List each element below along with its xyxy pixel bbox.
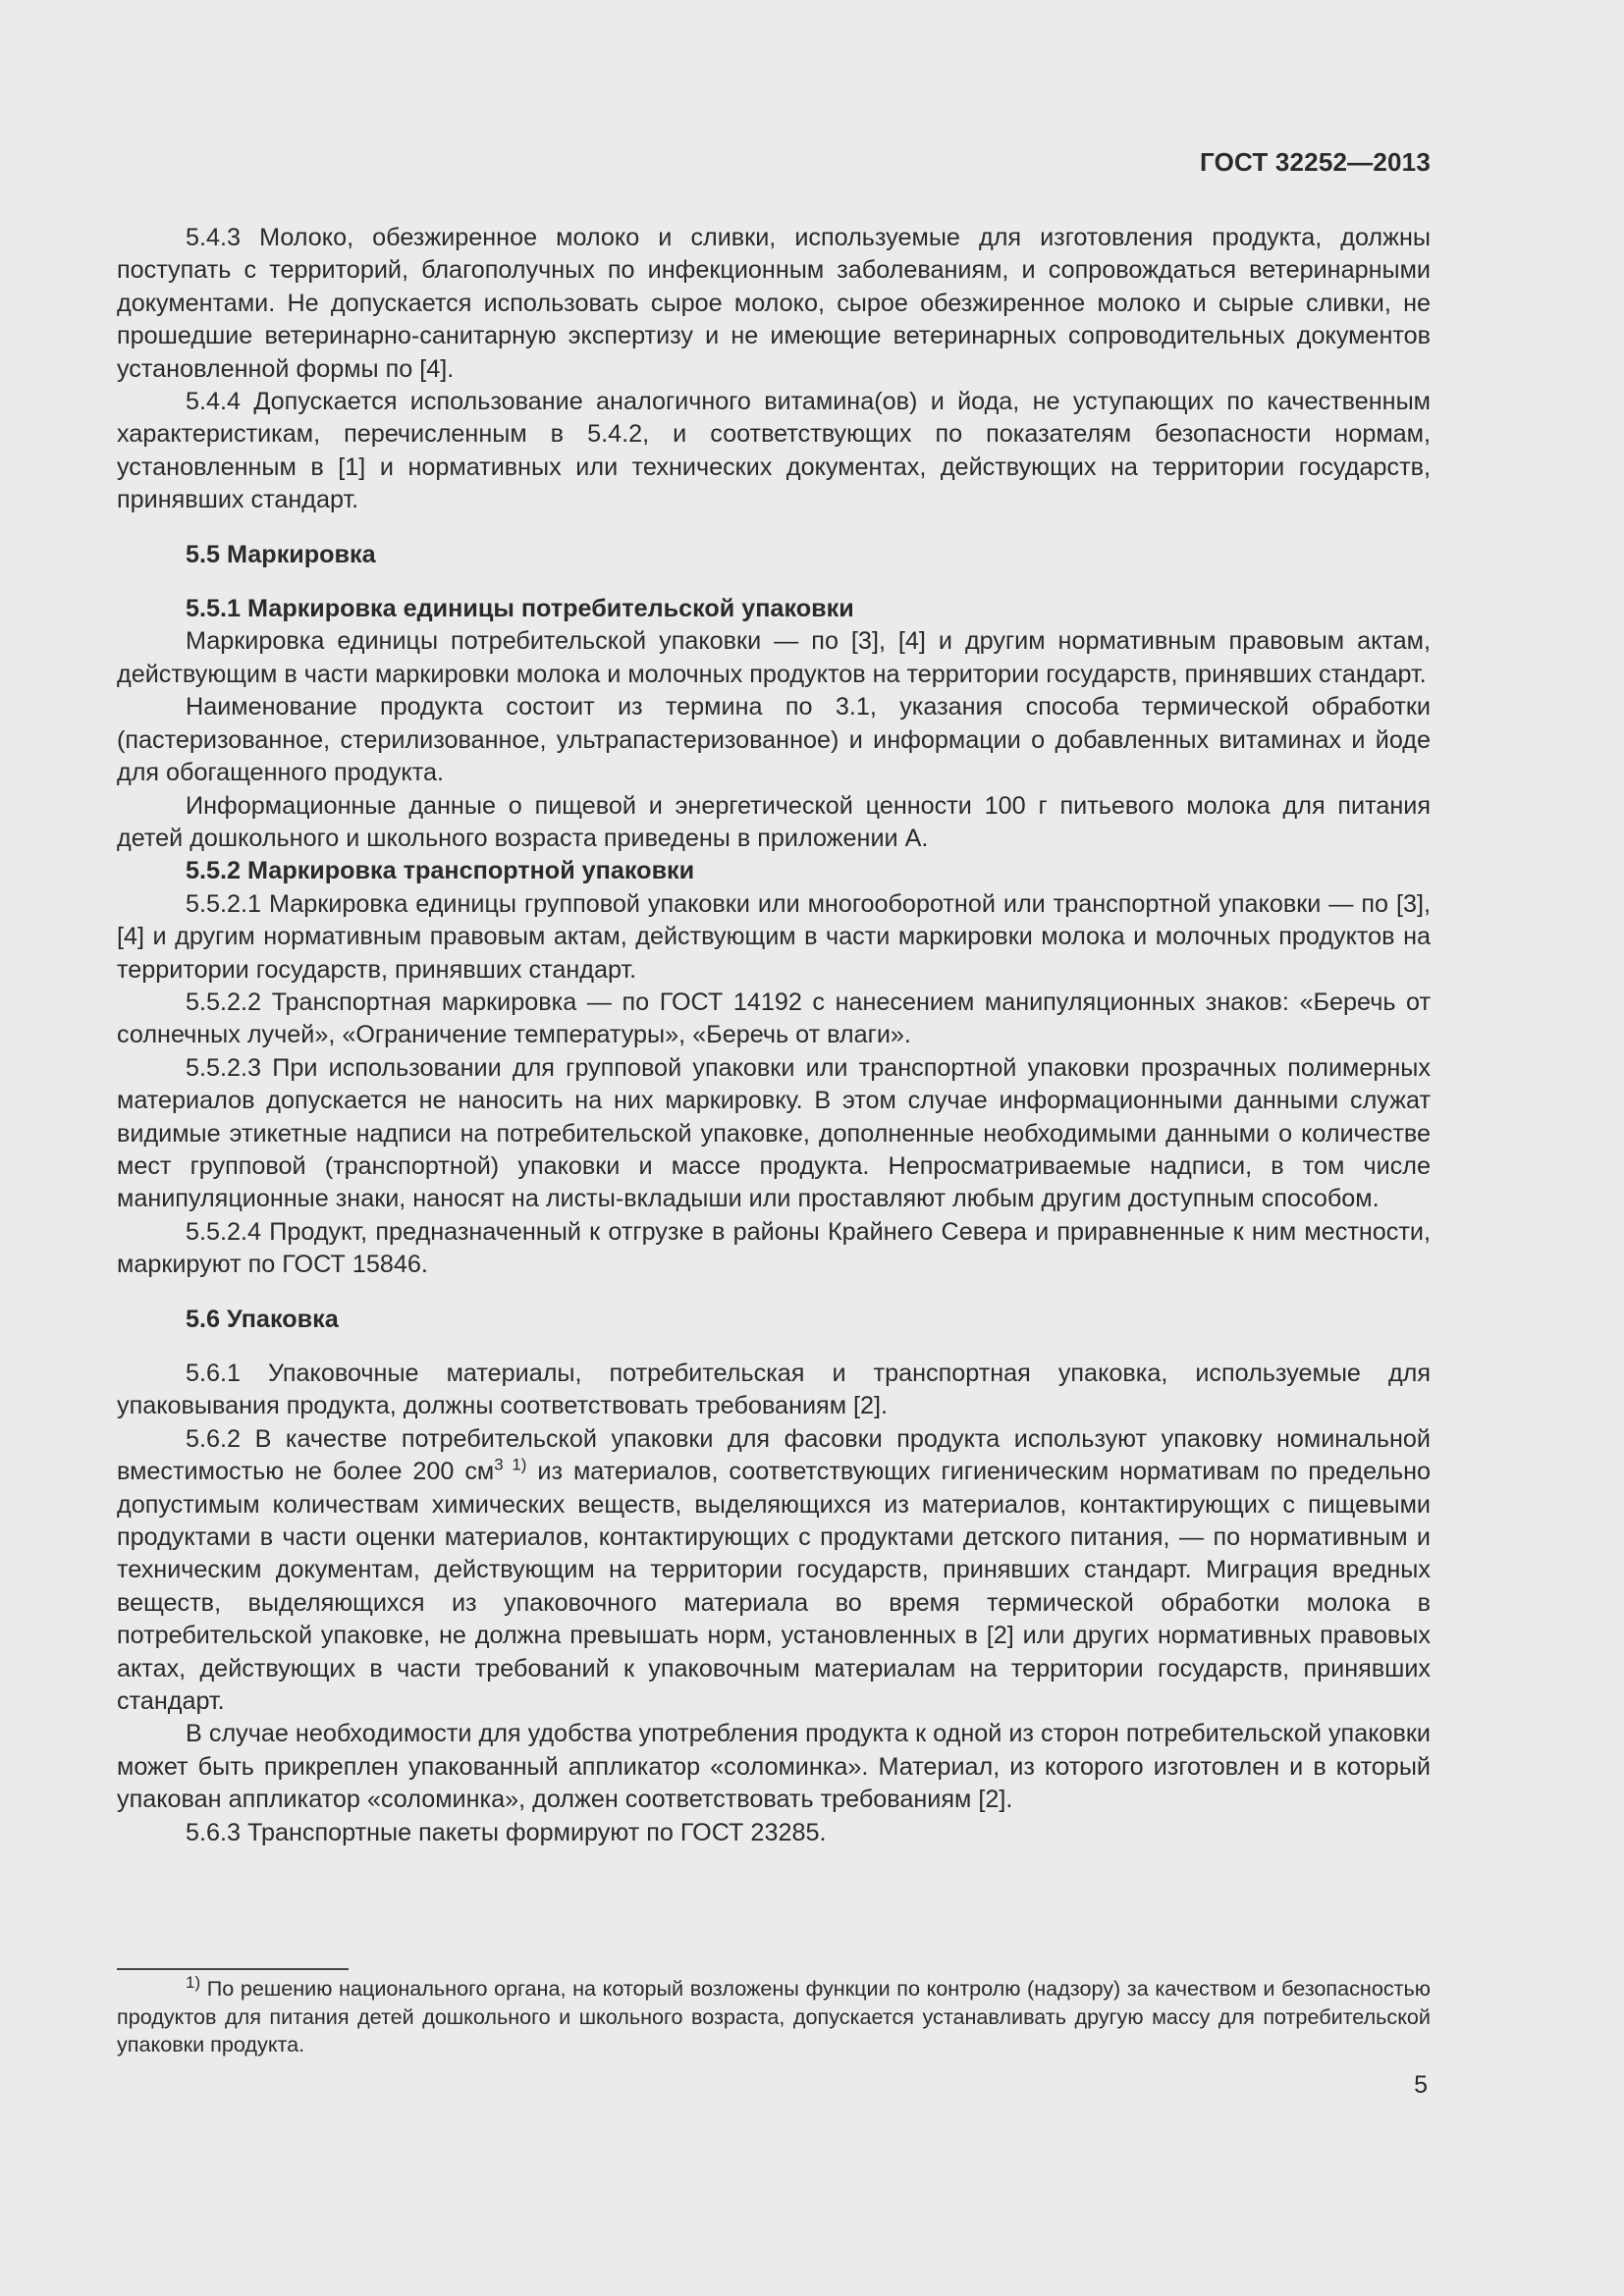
paragraph-5-5-1-b: Наименование продукта состоит из термина по 3.1, указания способа термической обработки (пастеризованное, стерилизованное, ультрапастеризованное) и информации о добавленных витаминах и йоде для обогащенного продукта. (117, 693, 1431, 787)
paragraph-5-6-2 (117, 1423, 1431, 1719)
subsection-heading-5-5-1: 5.5.1 Маркировка единицы потребительской упаковки (186, 595, 854, 623)
paragraph-5-5-1-a: Маркировка единицы потребительской упаковки — по [3], [4] и другим нормативным правовым актам, действующим в части маркировки молока и молочных продуктов на территории государств, принявших стандарт. (117, 627, 1431, 688)
paragraph-5-5-1-c: Информационные данные о пищевой и энергетической ценности 100 г питьевого молока для питания детей дошкольного и школьного возраста приведены в приложении А. (117, 791, 1431, 852)
paragraph-5-5-2-1: 5.5.2.1 Маркировка единицы групповой упаковки или многооборотной или транспортной упаковки — по [3], [4] и другим нормативным правовым актам, действующим в части маркировки молока и молочных продуктов на территории государств, принявших стандарт. (117, 889, 1431, 984)
footnote-text: По решению национального органа, на который возложены функции по контролю (надзору) за качеством и безопасностью продуктов для питания детей дошкольного и школьного возраста, допускается устанавливать другую массу для потребительской упаковки продукта. (117, 1976, 1431, 2056)
document-body (117, 222, 1431, 1849)
paragraph-5-5-2-4: 5.5.2.4 Продукт, предназначенный к отгрузке в районы Крайнего Севера и приравненные к ним местности, маркируют по ГОСТ 15846. (117, 1217, 1431, 1279)
paragraph-5-5-2-2: 5.5.2.2 Транспортная маркировка — по ГОСТ 14192 с нанесением манипуляционных знаков: «Беречь от солнечных лучей», «Ограничение температуры», «Беречь от влаги». (117, 988, 1431, 1049)
paragraph-5-6-3: 5.6.3 Транспортные пакеты формируют по ГОСТ 23285. (186, 1818, 827, 1846)
footnote (117, 1972, 1431, 2059)
page-number: 5 (1414, 2071, 1428, 2099)
section-heading-5-6: 5.6 Упаковка (186, 1305, 339, 1333)
paragraph-5-4-3: 5.4.3 Молоко, обезжиренное молоко и сливки, используемые для изготовления продукта, должны поступать с территорий, благополучных по инфекционным заболеваниям, и сопровождаться ветеринарными документами. Не допускается использовать сырое молоко, сырое обезжиренное молоко и сырые сливки, не прошедшие ветеринарно-санитарную экспертизу и не имеющие ветеринарных сопроводительных документов установленной формы по [4]. (117, 224, 1431, 383)
section-heading-5-5: 5.5 Маркировка (186, 540, 376, 568)
paragraph-5-6-1: 5.6.1 Упаковочные материалы, потребительская и транспортная упаковка, используемые для упаковывания продукта, должны соответствовать требованиям [2]. (117, 1360, 1431, 1420)
footnote-mark: 1) (186, 1972, 201, 1992)
paragraph-5-5-2-3: 5.5.2.3 При использовании для групповой упаковки или транспортной упаковки прозрачных полимерных материалов допускается не наносить на них маркировку. В этом случае информационными данными служат видимые этикетные надписи на потребительской упаковке, дополненные необходимыми данными о количестве мест групповой (транспортной) упаковки и массе продукта. Непросматриваемые надписи, в том числе манипуляционные знаки, наносят на листы-вкладыши или проставляют любым другим доступным способом. (117, 1053, 1431, 1213)
superscript-footnote-ref: 3 1) (494, 1455, 527, 1474)
document-header: ГОСТ 32252—2013 (1200, 147, 1431, 177)
paragraph-5-6-2-rest: из материалов, соответствующих гигиеническим нормативам по предельно допустимым количествам химических веществ, выделяющихся из материалов, контактирующих с пищевыми продуктами в части оценки материалов, контактирующих с продуктами детского питания, — по нормативным и техническим документам, действующим на территории государств, принявших стандарт. Миграция вредных веществ, выделяющихся из упаковочного материала во время термической обработки молока в потребительской упаковке, не должна превышать норм, установленных в [2] или других нормативных правовых актах, действующих в части требований к упаковочным материалам на территории государств, принявших стандарт. (117, 1458, 1432, 1716)
footnote-divider (117, 1968, 349, 1970)
subsection-heading-5-5-2: 5.5.2 Маркировка транспортной упаковки (186, 857, 695, 885)
paragraph-5-4-4: 5.4.4 Допускается использование аналогичного витамина(ов) и йода, не уступающих по качественным характеристикам, перечисленным в 5.4.2, и соответствующих по показателям безопасности нормам, установленным в [1] и нормативных или технических документах, действующих на территории государств, принявших стандарт. (117, 388, 1431, 514)
paragraph-5-6-2-b: В случае необходимости для удобства употребления продукта к одной из сторон потребительской упаковки может быть прикреплен упакованный аппликатор «соломинка». Материал, из которого изготовлен и в который упакован аппликатор «соломинка», должен соответствовать требованиям [2]. (117, 1720, 1431, 1814)
paragraph-5-6-2-start: 5.6.2 В качестве потребительской упаковки для фасовки продукта используют упаковку номинальной вместимостью не более 200 см (117, 1424, 1431, 1486)
